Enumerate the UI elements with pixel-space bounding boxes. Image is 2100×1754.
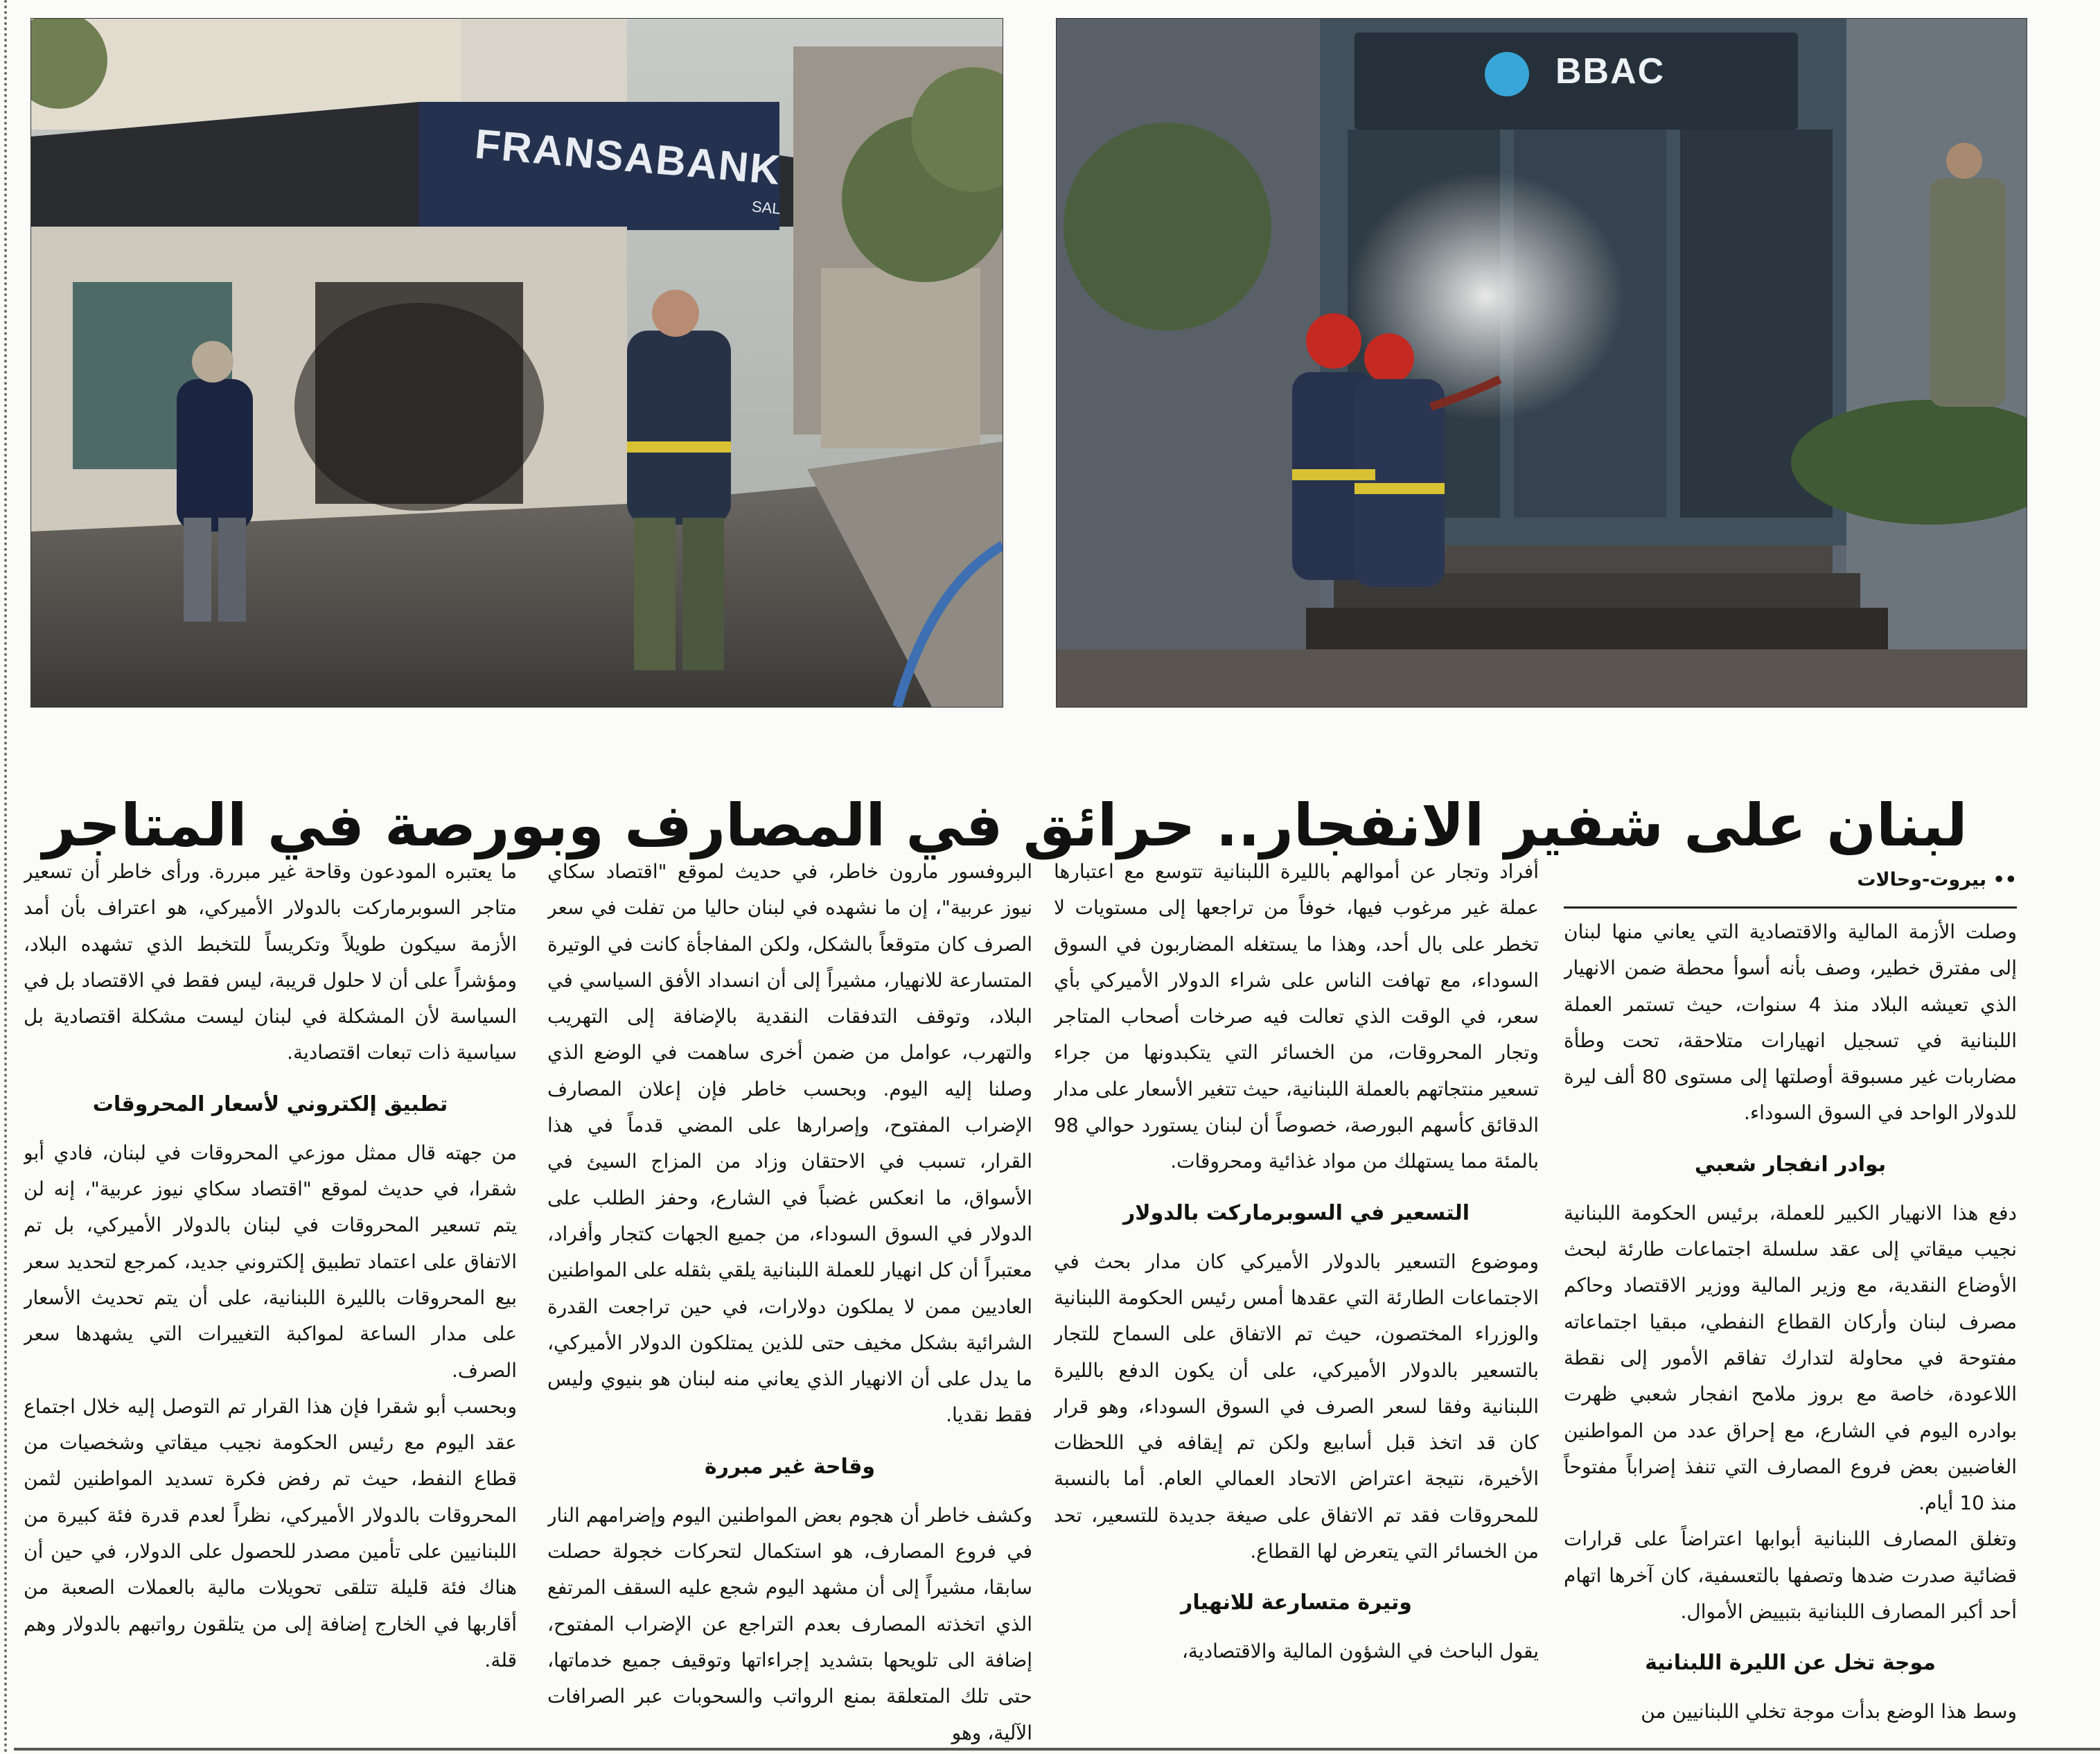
fransabank-sign: FRANSABANK xyxy=(473,120,784,194)
bbac-scene xyxy=(1057,19,2027,707)
article-column-2 xyxy=(1054,854,1539,1748)
subheading: تطبيق إلكتروني لأسعار المحروقات xyxy=(92,1091,448,1116)
article-column-4 xyxy=(24,854,517,1748)
fransabank-sign-suffix: SAL xyxy=(751,198,782,218)
paragraph: وكشف خاطر أن هجوم بعض المواطنين اليوم وإضرامهم النار في فروع المصارف، هو استكمال لتحركات خجولة حصلت سابقا، مشيراً إلى أن مشهد اليوم شجع عليه السقف المرتفع الذي اتخذته المصارف بعدم التراجع عن الإضراب المفتوح، إضافة الى تلويحها بتشديد إجراءاتها وتوقيف جميع خدماتها، حتى تلك المتعلقة بمنع الرواتب والسحوبات عبر الصرافات الآلية، وهو xyxy=(547,1503,1032,1744)
paragraph: أفراد وتجار عن أموالهم بالليرة اللبنانية تتوسع مع اعتبارها عملة غير مرغوب فيها، خوفاً من تراجعها إلى مستويات لا تخطر على بال أحد، وهذا ما يستغله المضاربون في السوق السوداء، مع تهافت الناس على شراء الدولار الأميركي بأي سعر، في الوقت الذي تعالت فيه صرخات أصحاب المتاجر وتجار المحروقات، من الخسائر التي يتكبدونها من جراء تسعير منتجاتهم بالعملة اللبنانية، حيث تتغير الأسعار على مدار الدقائق كأسهم البورصة، خصوصاً أن لبنان يستورد حوالي 98 بالمئة مما يستهلك من مواد غذائية ومحروقات. xyxy=(1054,860,1539,1173)
paragraph: وبحسب أبو شقرا فإن هذا القرار تم التوصل إليه خلال اجتماع عقد اليوم مع رئيس الحكومة نجيب ميقاتي وشخصيات من قطاع النفط، حيث تم رفض فكرة تسديد المواطنين لثمن المحروقات بالدولار الأميركي، نظراً لعدم قدرة فئة كبيرة من اللبنانيين على تأمين مصدر للحصول على الدولار، في حين أن هناك فئة قليلة تتلقى تحويلات مالية بالعملات الصعبة من أقاربها في الخارج إضافة إلى من يتلقون رواتبهم بالدولار وهم قلة. xyxy=(24,1394,517,1672)
subheading: بوادر انفجار شعبي xyxy=(1694,1152,1887,1177)
margin-dotted-rule xyxy=(4,0,7,1754)
paragraph: البروفسور مارون خاطر، في حديث لموقع "اقتصاد سكاي نيوز عربية"، إن ما نشهده في لبنان حاليا من تفلت في سعر الصرف كان متوقعاً بالشكل، ولكن المفاجأة كانت في الوتيرة المتسارعة للانهيار، مشيراً إلى أن انسداد الأفق السياسي في البلاد، وتوقف التدفقات النقدية بالإضافة إلى التهريب والتهرب، عوامل من ضمن أخرى ساهمت في الوضع الذي وصلنا إليه اليوم. وبحسب خاطر فإن إعلان المصارف الإضراب المفتوح، وإصرارها على المضي قدماً في هذا القرار، تسبب في الاحتقان وزاد من المزاج السيئ في الأسواق، ما انعكس غضباً في الشارع، وحفز الطلب على الدولار في السوق السوداء، من جميع الجهات كتجار وأفراد، معتبراً أن كل انهيار للعملة اللبنانية يلقي بثقله على المواطنين العاديين ممن لا يملكون دولارات، في حين تراجعت القدرة الشرائية بشكل مخيف حتى للذين يمتلكون الدولار الأميركي، ما يدل على أن الانهيار الذي يعاني منه لبنان هو بنيوي وليس فقط نقديا. xyxy=(547,860,1032,1427)
paragraph: وصلت الأزمة المالية والاقتصادية التي يعاني منها لبنان إلى مفترق خطير، وصف بأنه أسوأ محطة ضمن الانهيار الذي تعيشه البلاد منذ 4 سنوات، حيث تستمر العملة اللبنانية في تسجيل انهيارات متلاحقة، تحت وطأة مضاربات غير مسبوقة أوصلتها إلى مستوى 80 ألف ليرة للدولار الواحد في السوق السوداء. xyxy=(1564,920,2017,1125)
paragraph: من جهته قال ممثل موزعي المحروقات في لبنان، فادي أبو شقرا، في حديث لموقع "اقتصاد سكاي نيوز عربية"، إنه لن يتم تسعير المحروقات في لبنان بالدولار الأميركي، بل تم الاتفاق على اعتماد تطبيق إلكتروني جديد، كمرجع لتحديد سعر بيع المحروقات بالليرة اللبنانية، على أن يتم تحديث الأسعار على مدار الساعة لمواكبة التغييرات التي يشهدها سعر الصرف. xyxy=(24,1141,517,1382)
byline: •• بيروت-وحالات xyxy=(1857,869,2017,891)
subheading: موجة تخل عن الليرة اللبنانية xyxy=(1645,1651,1936,1676)
paragraph: يقول الباحث في الشؤون المالية والاقتصادية، xyxy=(1181,1640,1539,1663)
headline: لبنان على شفير الانفجار.. حرائق في المصارف وبورصة في المتاجر xyxy=(42,791,1968,860)
byline-rule xyxy=(1564,906,2017,909)
paragraph: وسط هذا الوضع بدأت موجة تخلي اللبنانيين من xyxy=(1641,1700,2017,1724)
paragraph: وموضوع التسعير بالدولار الأميركي كان مدار بحث في الاجتماعات الطارئة التي عقدها أمس رئيس الحكومة اللبنانية والوزراء المختصون، حيث تم الاتفاق على السماح للتجار بالتسعير بالدولار الأميركي، على أن يكون الدفع بالليرة اللبنانية وفقا لسعر الصرف في السوق السوداء، وهو قرار كان قد اتخذ قبل أسابيع ولكن تم إيقافه في اللحظات الأخيرة، نتيجة اعتراض الاتحاد العمالي العام. أما بالنسبة للمحروقات فقد تم الاتفاق على صيغة جديدة للتسعير، تحد من الخسائر التي يتعرض لها القطاع. xyxy=(1054,1249,1539,1563)
article-column-3 xyxy=(547,854,1032,1748)
paragraph: وتغلق المصارف اللبنانية أبوابها اعتراضاً على قرارات قضائية صدرت ضدها وتصفها بالتعسفية، كان آخرها اتهام أحد أكبر المصارف اللبنانية بتبييض الأموال. xyxy=(1564,1527,2017,1624)
article-column-1 xyxy=(1564,854,2017,1748)
subheading: التسعير في السوبرماركت بالدولار xyxy=(1123,1200,1470,1225)
subheading: وقاحة غير مبررة xyxy=(704,1454,876,1479)
fransabank-scene xyxy=(31,19,1003,707)
bottom-rule xyxy=(14,1748,2100,1751)
photo-firefighters-bbac-branch xyxy=(1056,18,2027,708)
subheading: وتيرة متسارعة للانهيار xyxy=(1181,1590,1412,1615)
photo-burned-fransabank-branch xyxy=(30,18,1003,708)
paragraph: دفع هذا الانهيار الكبير للعملة، برئيس الحكومة اللبنانية نجيب ميقاتي إلى عقد سلسلة اجتماعات طارئة لبحث الأوضاع النقدية، مع وزير المالية ووزير الاقتصاد وحاكم مصرف لبنان وأركان القطاع النفطي، مبقيا اجتماعاته مفتوحة في محاولة لتدارك تفاقم الأمور إلى نقطة اللاعودة، خاصة مع بروز ملامح انفجار شعبي ظهرت بوادره اليوم في الشارع، مع إحراق عدد من المواطنين الغاضبين بعض فروع المصارف التي تنفذ إضراباً مفتوحاً منذ 10 أيام. xyxy=(1564,1201,2017,1515)
paragraph: ما يعتبره المودعون وقاحة غير مبررة. ورأى خاطر أن تسعير متاجر السوبرماركت بالدولار الأميركي، هو اعتراف بأن أمد الأزمة سيكون طويلاً وتكريساً للتخبط الذي تشهده البلاد، ومؤشراً على أن لا حلول قريبة، ليس فقط في الاقتصاد بل في السياسة لأن المشكلة في لبنان ليست مشكلة اقتصادية بل سياسية ذات تبعات اقتصادية. xyxy=(24,860,517,1064)
bbac-sign: BBAC xyxy=(1555,51,1666,91)
